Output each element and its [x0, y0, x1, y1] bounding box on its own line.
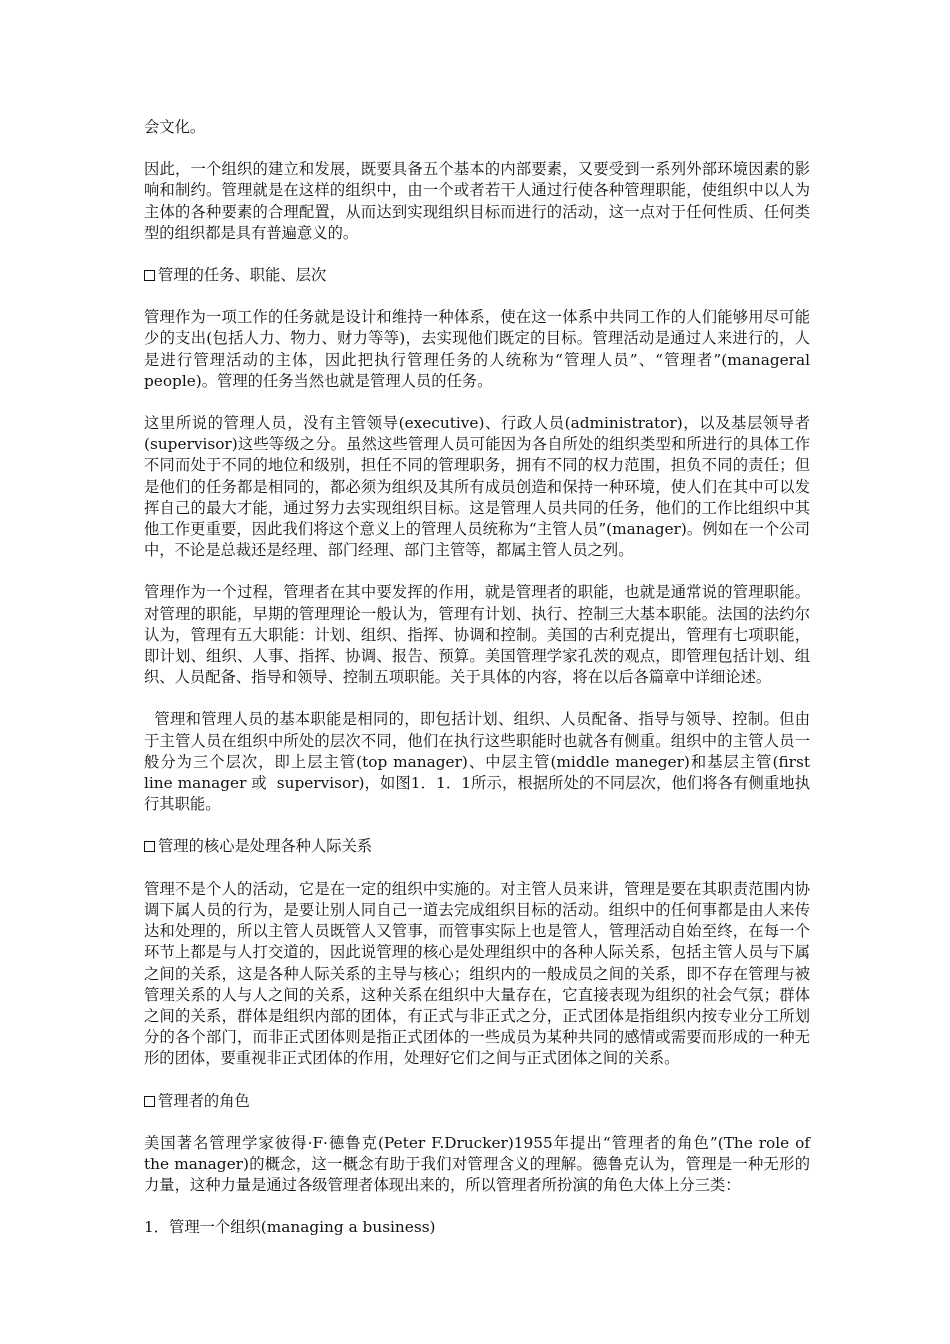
paragraph: 因此，一个组织的建立和发展，既要具备五个基本的内部要素，又要受到一系列外部环境因素的影响和制约。管理就是在这样的组织中，由一个或者若干人通过行使各种管理职能，使组织中以人为主体的各种要素的合理配置，从而达到实现组织目标而进行的活动，这一点对于任何性质、任何类型的组织都是具有普遍意义的。: [144, 160, 810, 242]
checkbox-square-icon: [144, 1096, 155, 1107]
section-heading: [144, 836, 810, 857]
paragraph: 管理和管理人员的基本职能是相同的，即包括计划、组织、人员配备、指导与领导、控制。但由于主管人员在组织中所处的层次不同，他们在执行这些职能时也就各有侧重。组织中的主管人员一般分为三个层次，即上层主管(top manager)、中层主管(middle maneger)和基层主管(first line manager 或 supervisor)，如图1．1．1所示，根据所处的不同层次，他们将各有侧重地执行其职能。: [144, 710, 815, 814]
checkbox-square-icon: [144, 270, 155, 281]
section-heading-text: 管理的核心是处理各种人际关系: [158, 837, 373, 856]
section-heading: [144, 1091, 810, 1112]
document-body: [144, 117, 815, 1260]
checkbox-square-icon: [144, 841, 155, 852]
list-item: 1．管理一个组织(managing a business): [144, 1218, 436, 1237]
paragraph: 管理作为一项工作的任务就是设计和维持一种体系，使在这一体系中共同工作的人们能够用尽可能少的支出(包括人力、物力、财力等等)，去实现他们既定的目标。管理活动是通过人来进行的，人是进行管理活动的主体，因此把执行管理任务的人统称为“管理人员”、“管理者”(manageral people)。管理的任务当然也就是管理人员的任务。: [144, 308, 810, 390]
paragraph: 管理作为一个过程，管理者在其中要发挥的作用，就是管理者的职能，也就是通常说的管理职能。对管理的职能，早期的管理理论一般认为，管理有计划、执行、控制三大基本职能。法国的法约尔认为，管理有五大职能：计划、组织、指挥、协调和控制。美国的古利克提出，管理有七项职能，即计划、组织、人事、指挥、协调、报告、预算。美国管理学家孔茨的观点，即管理包括计划、组织、人员配备、指导和领导、控制五项职能。关于具体的内容，将在以后各篇章中详细论述。: [144, 583, 810, 687]
section-heading-text: 管理的任务、职能、层次: [158, 266, 327, 285]
paragraph: 美国著名管理学家彼得·F·德鲁克(Peter F.Drucker)1955年提出“管理者的角色”(The role of the manager)的概念，这一概念有助于我们对管理含义的理解。德鲁克认为，管理是一种无形的力量，这种力量是通过各级管理者体现出来的，所以管理者所扮演的角色大体上分三类：: [144, 1133, 810, 1195]
section-heading-text: 管理者的角色: [158, 1091, 250, 1110]
section-heading: [144, 265, 810, 286]
paragraph: 管理不是个人的活动，它是在一定的组织中实施的。对主管人员来讲，管理是要在其职责范围内协调下属人员的行为，是要让别人同自己一道去完成组织目标的活动。组织中的任何事都是由人来传达和处理的，所以主管人员既管人又管事，而管事实际上也是管人，管理活动自始至终，在每一个环节上都是与人打交道的，因此说管理的核心是处理组织中的各种人际关系，包括主管人员与下属之间的关系，这是各种人际关系的主导与核心；组织内的一般成员之间的关系，即不存在管理与被管理关系的人与人之间的关系，这种关系在组织中大量存在，它直接表现为组织的社会气氛；群体之间的关系，群体是组织内部的团体，有正式与非正式之分，正式团体是指组织内按专业分工所划分的各个部门，而非正式团体则是指正式团体的一些成员为某种共同的感情或需要而形成的一种无形的团体，要重视非正式团体的作用，处理好它们之间与正式团体之间的关系。: [144, 879, 810, 1068]
paragraph: 这里所说的管理人员，没有主管领导(executive)、行政人员(administrator)，以及基层领导者(supervisor)这些等级之分。虽然这些管理人员可能因为各自所处的组织类型和所进行的具体工作不同而处于不同的地位和级别，担任不同的管理职务，拥有不同的权力范围，担负不同的责任；但是他们的任务都是相同的，都必须为组织及其所有成员创造和保持一种环境，使人们在其中可以发挥自己的最大才能，通过努力去实现组织目标。这是管理人员共同的任务，他们的工作比组织中其他工作更重要，因此我们将这个意义上的管理人员统称为“主管人员”(manager)。例如在一个公司中，不论是总裁还是经理、部门经理、部门主管等，都属主管人员之列。: [144, 414, 810, 560]
paragraph: 会文化。: [144, 118, 206, 136]
